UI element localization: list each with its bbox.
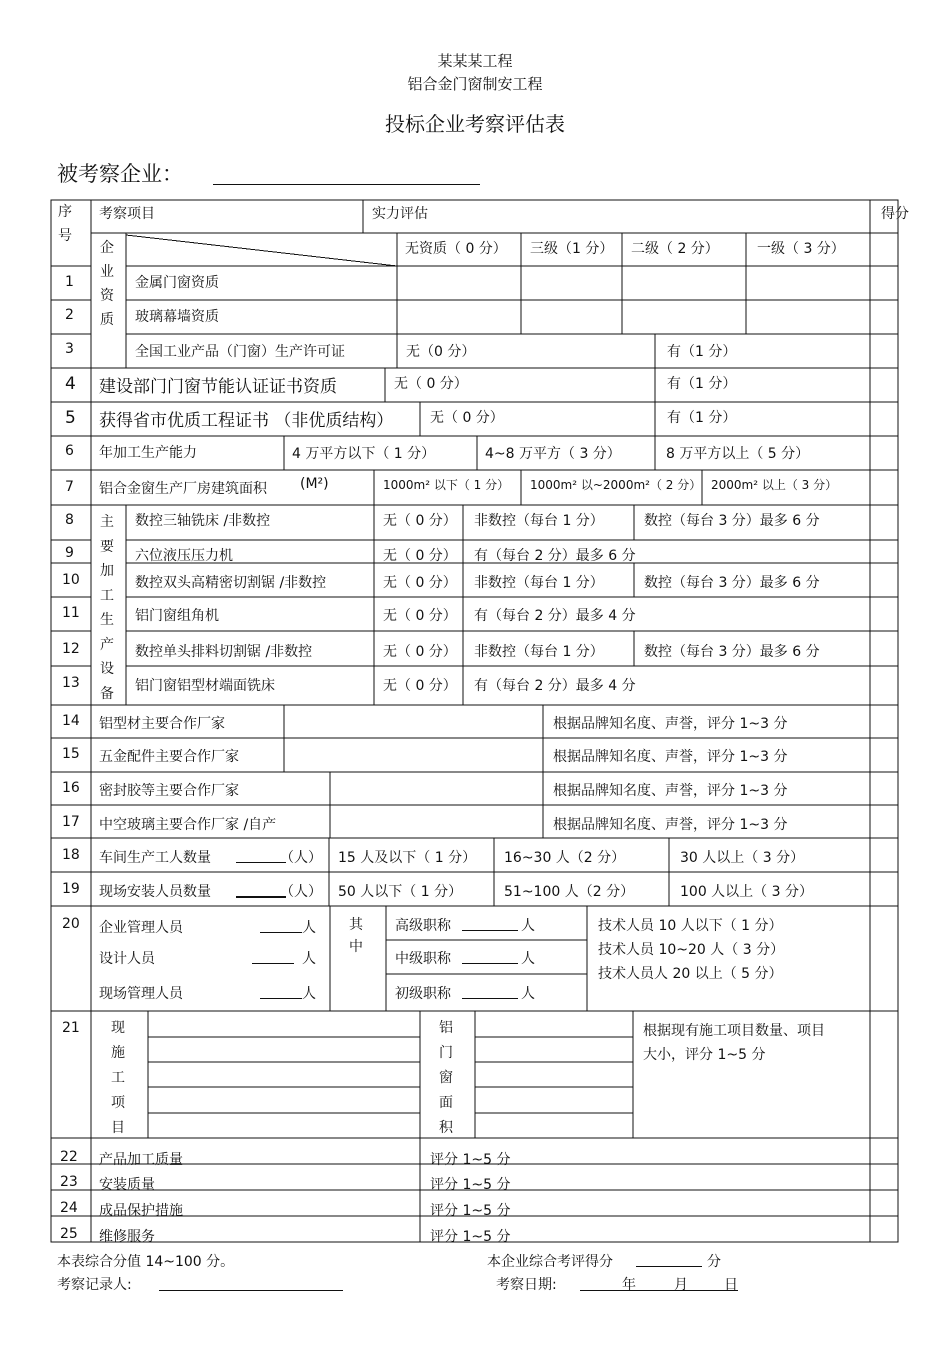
staff-label: 设计人员 [99,951,155,967]
row-item: 车间生产工人数量 [99,850,211,866]
blank-line[interactable] [462,982,518,999]
row-item: 数控单头排料切割锯 /非数控 [135,644,313,660]
recorder-label: 考察记录人: [57,1277,132,1293]
row-eval-a: 无（ 0 分） [383,575,457,591]
row-eval-c: 数控（每台 3 分）最多 6 分 [644,644,820,660]
row-eval: 评分 1~5 分 [430,1229,511,1245]
row-no: 16 [62,780,80,796]
project-label: 现施工项目 [111,1020,125,1136]
tech-rule: 技术人员 10 人以下（ 1 分） [598,918,783,934]
row-eval-b: 4~8 万平方（ 3 分） [485,446,621,462]
qual-level-3: 一级（ 3 分） [757,241,845,257]
row-item: 建设部门门窗节能认证证书资质 [99,377,337,397]
row-no: 25 [60,1226,78,1242]
row-no: 5 [65,408,76,428]
blank-line[interactable] [260,982,302,999]
row-item: 数控三轴铣床 /非数控 [135,513,271,529]
row-eval-a: 无（ 0 分） [394,376,468,392]
total-score-field[interactable] [636,1250,702,1267]
row-item: 玻璃幕墙资质 [135,309,219,325]
date-field[interactable] [580,1273,738,1291]
row-eval: 根据品牌知名度、声誉，评分 1~3 分 [553,749,788,765]
row-item: 铝型材主要合作厂家 [99,716,225,732]
row-item: 铝门窗组角机 [135,608,219,624]
row-eval-c: 2000m² 以上（ 3 分） [711,478,838,492]
row-unit: (M²) [300,476,329,492]
qual-level-2: 二级（ 2 分） [631,241,719,257]
row-no: 8 [65,512,74,528]
project-name: 某某某工程 [437,52,513,70]
tech-rule: 技术人员人 20 以上（ 5 分） [598,966,783,982]
blank-line[interactable] [236,880,286,898]
header-score: 得分 [881,206,909,222]
blank-line[interactable] [462,947,518,964]
unit-label: 人 [521,986,535,1002]
row-item: 安装质量 [99,1177,155,1193]
row-eval-b: 有（每台 2 分）最多 4 分 [474,678,636,694]
row-no: 1 [65,274,74,290]
row-eval-c: 8 万平方以上（ 5 分） [666,446,810,462]
recorder-field[interactable] [159,1273,343,1291]
row-eval: 评分 1~5 分 [430,1152,511,1168]
row-item: 铝合金窗生产厂房建筑面积 [99,481,267,497]
row-eval-b: 非数控（每台 1 分） [474,644,604,660]
row-no: 23 [60,1174,78,1190]
row-item: 金属门窗资质 [135,275,219,291]
staff-label: 企业管理人员 [99,920,183,936]
row-eval-b: 1000m² 以~2000m²（ 2 分） [530,478,702,492]
row-eval-b: 有（1 分） [667,410,737,426]
row-no: 15 [62,746,80,762]
row-no: 21 [62,1020,80,1036]
row-unit: （人） [280,850,322,866]
row-no: 18 [62,847,80,863]
row-eval-a: 15 人及以下（ 1 分） [338,850,477,866]
header-seq: 序号 [58,204,72,244]
row-eval-b: 有（每台 2 分）最多 4 分 [474,608,636,624]
row-item: 五金配件主要合作厂家 [99,749,239,765]
qual-level-0: 无资质（ 0 分） [405,241,507,257]
row-eval-b: 有（1 分） [667,344,737,360]
row-eval: 根据品牌知名度、声誉，评分 1~3 分 [553,783,788,799]
row-item: 获得省市优质工程证书 （非优质结构） [99,411,394,431]
row-eval-b: 有（1 分） [667,376,737,392]
project-subtitle: 铝合金门窗制安工程 [407,75,543,93]
equip-group-label: 主要加工生产设备 [100,514,114,702]
row-eval-a: 无（ 0 分） [383,548,457,564]
row-item: 六位液压压力机 [135,548,233,564]
blank-line[interactable] [252,947,294,964]
row-eval-b: 非数控（每台 1 分） [474,575,604,591]
header-eval: 实力评估 [372,206,428,222]
unit-label: 人 [302,951,316,967]
row-no: 24 [60,1200,78,1216]
row-eval-c: 100 人以上（ 3 分） [680,884,813,900]
row-unit: （人） [280,884,322,900]
row-eval-a: 无（ 0 分） [430,410,504,426]
unit-label: 人 [302,920,316,936]
row-item: 数控双头高精密切割锯 /非数控 [135,575,327,591]
row-no: 4 [65,374,76,394]
unit-label: 人 [302,986,316,1002]
unit-label: 人 [521,918,535,934]
qual-group-label: 企业资质 [100,240,114,328]
row-eval-b: 16~30 人（2 分） [504,850,626,866]
row-no: 7 [65,479,74,495]
row-no: 17 [62,814,80,830]
row-item: 全国工业产品（门窗）生产许可证 [135,344,345,360]
row-eval-c: 30 人以上（ 3 分） [680,850,805,866]
staff-label: 现场管理人员 [99,986,183,1002]
project-eval: 根据现有施工项目数量、项目 [643,1023,825,1039]
title-label: 初级职称 [395,986,451,1002]
title-label: 中级职称 [395,951,451,967]
unit-label: 人 [521,951,535,967]
row-eval: 根据品牌知名度、声誉，评分 1~3 分 [553,817,788,833]
row-no: 20 [62,916,80,932]
row-eval: 评分 1~5 分 [430,1177,511,1193]
area-label: 铝门窗面积 [439,1020,453,1136]
among-label: 其中 [349,917,363,955]
qual-level-1: 三级（1 分） [530,241,614,257]
row-eval-a: 1000m² 以下（ 1 分） [383,478,510,492]
row-no: 9 [65,545,74,561]
header-item: 考察项目 [99,206,155,222]
row-no: 11 [62,605,80,621]
page-title: 投标企业考察评估表 [385,112,565,136]
row-eval-a: 无（ 0 分） [383,644,457,660]
row-eval-c: 数控（每台 3 分）最多 6 分 [644,575,820,591]
row-eval-a: 无（0 分） [406,344,476,360]
row-eval-a: 4 万平方以下（ 1 分） [292,446,436,462]
row-eval: 评分 1~5 分 [430,1203,511,1219]
title-label: 高级职称 [395,918,451,934]
row-item: 现场安装人员数量 [99,884,211,900]
row-no: 19 [62,881,80,897]
day-label: 日 [724,1277,738,1293]
enterprise-label: 被考察企业： [57,162,183,186]
row-no: 10 [62,572,80,588]
row-eval-a: 无（ 0 分） [383,678,457,694]
date-label: 考察日期: [496,1277,557,1293]
row-no: 6 [65,443,74,459]
row-eval-a: 无（ 0 分） [383,608,457,624]
row-item: 年加工生产能力 [99,445,197,461]
blank-line[interactable] [260,916,302,933]
row-no: 22 [60,1149,78,1165]
row-item: 铝门窗铝型材端面铣床 [135,678,275,694]
row-no: 14 [62,713,80,729]
tech-rule: 技术人员 10~20 人（ 3 分） [598,942,785,958]
total-score-label: 本企业综合考评得分 [487,1254,613,1270]
row-no: 13 [62,675,80,691]
blank-line[interactable] [462,914,518,931]
row-no: 2 [65,307,74,323]
score-unit: 分 [707,1254,721,1270]
row-item: 成品保护措施 [99,1203,183,1219]
row-eval-a: 50 人以下（ 1 分） [338,884,463,900]
row-eval-b: 51~100 人（2 分） [504,884,635,900]
row-eval-b: 非数控（每台 1 分） [474,513,604,529]
row-eval: 根据品牌知名度、声誉，评分 1~3 分 [553,716,788,732]
month-label: 月 [674,1277,688,1293]
row-no: 12 [62,641,80,657]
row-no: 3 [65,341,74,357]
row-eval-a: 无（ 0 分） [383,513,457,529]
row-item: 产品加工质量 [99,1152,183,1168]
row-eval-b: 有（每台 2 分）最多 6 分 [474,548,636,564]
row-item: 密封胶等主要合作厂家 [99,783,239,799]
year-label: 年 [622,1277,636,1293]
total-range: 本表综合分值 14~100 分。 [57,1254,235,1270]
row-eval-c: 数控（每台 3 分）最多 6 分 [644,513,820,529]
blank-line[interactable] [236,846,286,863]
row-item: 维修服务 [99,1229,155,1245]
project-eval: 大小，评分 1~5 分 [643,1047,766,1063]
row-item: 中空玻璃主要合作厂家 /自产 [99,817,277,833]
